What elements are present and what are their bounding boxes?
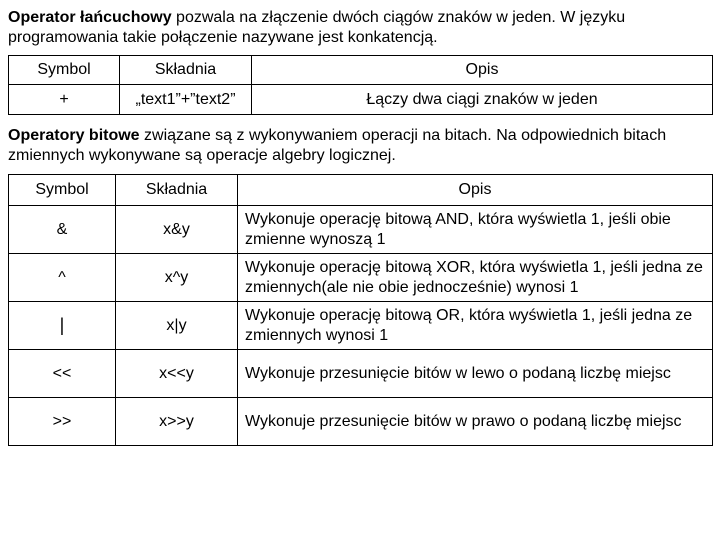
cell-description: Wykonuje operację bitową AND, która wyświetla 1, jeśli obie zmienne wynoszą 1	[238, 206, 713, 254]
table-row	[9, 398, 713, 446]
cell-description: Wykonuje przesunięcie bitów w lewo o podaną liczbę miejsc	[238, 350, 713, 398]
table-row	[9, 85, 713, 115]
header-syntax: Składnia	[116, 175, 238, 206]
bitwise-term: Operatory bitowe	[8, 127, 140, 144]
cell-syntax: x^y	[116, 254, 238, 302]
cell-symbol: ^	[9, 254, 116, 302]
concat-operator-table	[8, 55, 713, 115]
table-header-row	[9, 175, 713, 206]
header-symbol: Symbol	[9, 56, 120, 85]
cell-symbol: &	[9, 206, 116, 254]
cell-syntax: „text1”+”text2”	[120, 85, 252, 115]
concat-paragraph	[8, 8, 713, 48]
cell-description: Wykonuje operację bitową OR, która wyświetla 1, jeśli jedna ze zmiennych wynosi 1	[238, 302, 713, 350]
cell-syntax: x<<y	[116, 350, 238, 398]
concat-term: Operator łańcuchowy	[8, 9, 172, 26]
cell-description: Wykonuje operację bitową XOR, która wyświetla 1, jeśli jedna ze zmiennych(ale nie obie jednocześnie) wynosi 1	[238, 254, 713, 302]
header-description: Opis	[252, 56, 713, 85]
cell-symbol: +	[9, 85, 120, 115]
cell-description: Łączy dwa ciągi znaków w jeden	[252, 85, 713, 115]
header-symbol: Symbol	[9, 175, 116, 206]
cell-syntax: x>>y	[116, 398, 238, 446]
table-row	[9, 254, 713, 302]
concat-text: pozwala na złączenie dwóch ciągów znaków w jeden. W języku programowania takie połączenie nazywane jest konkatencją.	[8, 9, 626, 46]
cell-symbol: |	[9, 302, 116, 350]
table-row	[9, 302, 713, 350]
bitwise-operator-table	[8, 174, 713, 446]
bitwise-paragraph	[8, 126, 713, 166]
cell-description: Wykonuje przesunięcie bitów w prawo o podaną liczbę miejsc	[238, 398, 713, 446]
bitwise-text: związane są z wykonywaniem operacji na bitach. Na odpowiednich bitach zmiennych wykonywane są operacje algebry logicznej.	[8, 127, 667, 164]
cell-syntax: x|y	[116, 302, 238, 350]
cell-symbol: <<	[9, 350, 116, 398]
table-row	[9, 206, 713, 254]
header-description: Opis	[238, 175, 713, 206]
table-row	[9, 350, 713, 398]
table-header-row	[9, 56, 713, 85]
header-syntax: Składnia	[120, 56, 252, 85]
cell-symbol: >>	[9, 398, 116, 446]
cell-syntax: x&y	[116, 206, 238, 254]
